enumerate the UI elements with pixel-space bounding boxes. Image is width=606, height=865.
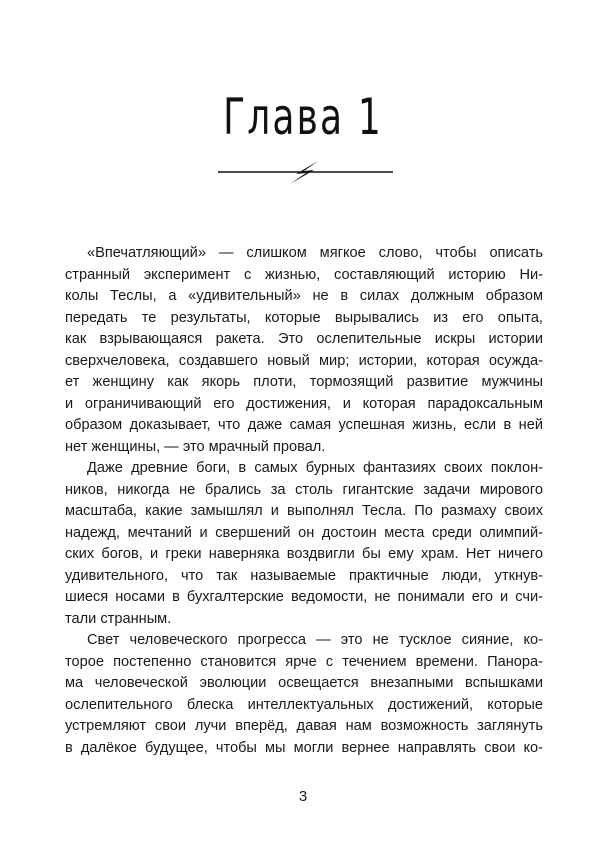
body-text (65, 243, 543, 759)
text-line: ма человеческой эволюции освещается внезапными вспышками (65, 675, 543, 691)
text-line: Свет человеческого прогресса — это не тусклое сияние, ко- (87, 632, 543, 648)
text-line: удивительного, что так называемые практичные люди, уткнув- (65, 567, 543, 584)
chapter-divider (218, 158, 393, 186)
text-line: торое постепенно становится ярче с течением времени. Панора- (65, 653, 543, 670)
paragraph (65, 243, 543, 458)
text-line: образом доказывает, что даже самая успешная жизнь, если в ней (65, 417, 543, 433)
text-line: передать те результаты, которые вырывались из его опыта, (65, 309, 543, 326)
text-line: масштаба, какие замышлял и выполнял Тесла. По размаху своих (65, 503, 543, 519)
text-line: нет женщины, — это мрачный провал. (65, 438, 326, 455)
text-line: тали странным. (65, 610, 172, 627)
text-line: ет женщину как якорь плоти, тормозящий развитие мужчины (65, 374, 543, 390)
text-line: как взрывающаяся ракета. Это ослепительные искры истории (65, 331, 543, 347)
chapter-title: Глава 1 (223, 88, 383, 146)
page-number: 3 (298, 788, 308, 805)
text-line: Даже древние боги, в самых бурных фантазиях своих поклон- (87, 460, 543, 476)
text-line: колы Теслы, а «удивительный» не в силах должным образом (65, 288, 543, 304)
text-line: и ограничивающий его достижения, и которая парадоксальным (65, 395, 543, 412)
text-line: «Впечатляющий» — слишком мягкое слово, чтобы описать (87, 245, 543, 261)
paragraph (65, 458, 543, 630)
paragraph (65, 630, 543, 759)
text-line: шиеся носами в бухгалтерские ведомости, не понимали его и счи- (65, 589, 543, 605)
text-line: устремляют свои лучи вперёд, давая нам возможность заглянуть (65, 718, 543, 734)
text-line: ников, никогда не брались за столь гигантские задачи мирового (65, 481, 543, 498)
text-line: ских богов, и греки наверняка воздвигли бы ему храм. Нет ничего (65, 546, 543, 562)
text-line: ослепительного блеска интеллектуальных достижений, которые (65, 696, 543, 713)
text-line: в далёкое будущее, чтобы мы могли вернее направлять свои ко- (65, 739, 543, 756)
text-line: странный эксперимент с жизнью, составляющий историю Ни- (65, 266, 543, 283)
text-line: сверхчеловека, создавшего новый мир; истории, которая осужда- (65, 352, 543, 369)
text-line: надежд, мечтаний и свершений он достоин места среди олимпий- (65, 524, 543, 541)
